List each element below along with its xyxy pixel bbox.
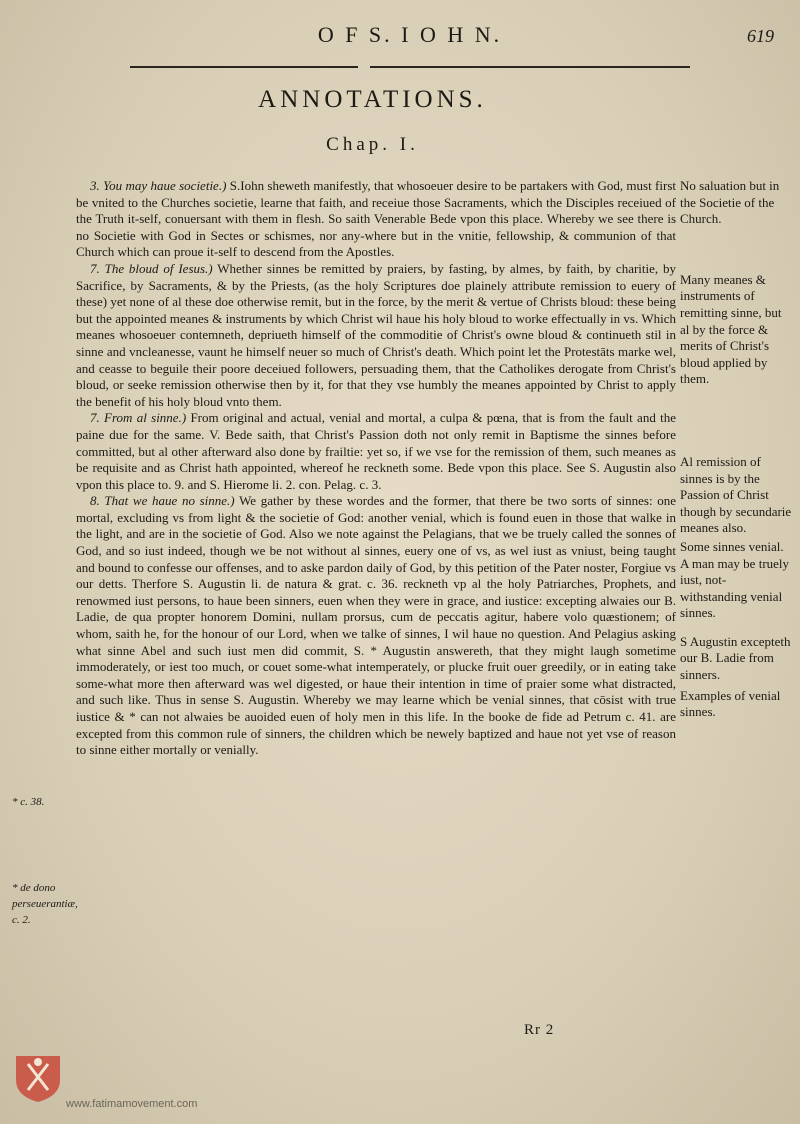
margin-note: A man may be truely iust, not-withstanding venial sinnes. <box>680 555 790 621</box>
page-number: 619 <box>747 26 774 46</box>
watermark-url[interactable]: www.fatimamovement.com <box>66 1098 198 1110</box>
annotation-lead: 8. That we haue no sinne.) <box>90 493 235 509</box>
margin-note: S Augustin excepteth our B. Ladie from sinners. <box>680 633 791 683</box>
annotation-text: S.Iohn sheweth manifestly, that whosoeuer desire to be partakers with God, must first be vnited to the Churches societie, learne that faith, and receiue those Sacraments, which the Disciples receiued of the Truth it-self, conuersant with them in flesh. So saith Venerable Bede vpon this place. Whereby we see there is no Societie with God in Sectes or schismes, nor any-where but in the vnitie, fellowship, & communion of that Church which can proue it-self to descend from the Apostles. <box>76 178 677 260</box>
annotation-paragraph <box>76 261 676 410</box>
catchword: Rr 2 <box>524 1022 555 1038</box>
annotation-paragraph <box>76 410 676 493</box>
rule-right <box>370 66 690 68</box>
running-title: O F S. I O H N. <box>317 22 503 47</box>
margin-note: Examples of venial sinnes. <box>680 687 781 720</box>
annotation-paragraph <box>76 493 676 759</box>
section-title: ANNOTATIONS. <box>258 86 487 113</box>
annotation-lead: 3. You may haue societie.) <box>90 178 227 193</box>
annotation-text: From original and actual, venial and mortal, a culpa & pœna, that is from the fault and the paine due for the same. V. Bede saith, that Christ's Passion doth not only remit in Baptisme the sinnes before committed, but al other afterward also done by frailtie: yet so, if we vse for the remission of them, such meanes as be requisite and as Christ hath appointed, whereof he reckneth some. Bede vpon this place. See S. Augustin also vpon this place to. 9. and S. Hierome li. 2. con. Pelag. c. 3. <box>76 410 676 492</box>
margin-note: Al remission of sinnes is by the Passion of Christ though by secundarie meanes also. <box>680 453 792 536</box>
rule-left <box>130 66 358 68</box>
annotation-body <box>76 178 676 759</box>
chapter-heading: Chap. I. <box>326 134 419 155</box>
margin-note: Many meanes & instruments of remitting sinne, but al by the force & merits of Christ's bloud applied by them. <box>680 271 782 387</box>
crossed-keys-logo-icon <box>10 1050 66 1106</box>
annotation-lead: 7. The bloud of Iesus.) <box>90 260 213 276</box>
annotation-text: Whether sinnes be remitted by praiers, by fasting, by almes, by faith, by charitie, by Sacrifice, by Sacraments, & by the Priests, (as the holy Scriptures doe plainely attribute remission to euery of these) yet none of al these doe otherwise remit, but in the force, by the merit & vertue of Christs bloud: these being but the appointed meanes & instruments by which Christ wil haue his holy bloud to worke effectually in vs. Which meanes whosoeuer contemneth, depriueth himself of the commoditie of Christ's owne bloud & continueth stil in sinne and vncleanesse, vaunt he himself neuer so much of Christ's death. Which point let the Protestāts marke wel, and ceasse to beguile their poore deceiued followers, persuading them, that the Catholikes derogate from Christ's bloud, or seeke remission otherwise then by it, for that they vse humbly the meanes appointed by Christ to apply the benefit of his holy bloud vnto them. <box>76 260 676 409</box>
margin-note: No saluation but in the Societie of the Church. <box>680 178 780 227</box>
annotation-text: We gather by these wordes and the former, that there be two sorts of sinnes: one mortal, excluding vs from light & the societie of God: another venial, which is found euen in those that walke in the light, and are in the societie of God. Also we note against the Pelagians, that we be truely called the sonnes of God, and so iust indeed, though we be not without al sinnes, euery one of vs, as wel iust as vniust, being taught and bound to confesse our offenses, and to aske pardon daily of God, by this petition of the Pater noster, Forgiue vs our detts. Therfore S. Augustin li. de natura & grat. c. 36. reckneth vp al the holy Patriarches, Prophets, and renowmed iust persons, to haue been sinners, euen when they were in grace, and iustice: excepting alwaies our B. Ladie, de qua propter honorem Domini, nullam prorsus, cum de peccatis agitur, habere volo quæstionem; of whom, saith he, for the honour of our Lord, when we talke of sinnes, I wil haue no question. And Pelagius asking what sinne Abel and such iust men did commit, S. * Augustin answereth, that they might laugh sometime immoderately, or iest too much, or couet some-what intemperately, or plucke fruit ouer greedily, or in eating take some-what more then afterward was wel digested, or haue their intention in time of praier some what distracted, and such like. Thus in sense S. Augustin. Whereby we may learne which be venial sinnes, that cōsist with true iustice & * can not alwaies be auoided euen of holy men in this life. In the booke de fide ad Petrum c. 41. are excepted from this common rule of sinners, the children which be newely baptized and haue not yet vse of reason to sinne either mortally or venially. <box>76 493 677 758</box>
margin-notes-right <box>680 178 792 721</box>
margin-note: Some sinnes venial. <box>680 538 784 554</box>
margin-note-left: * c. 38. <box>12 796 45 808</box>
annotation-lead: 7. From al sinne.) <box>90 410 187 426</box>
header-rules <box>130 66 690 72</box>
annotation-paragraph <box>76 178 676 261</box>
margin-note-left: * de dono perseuerantiæ, c. 2. <box>12 882 78 926</box>
